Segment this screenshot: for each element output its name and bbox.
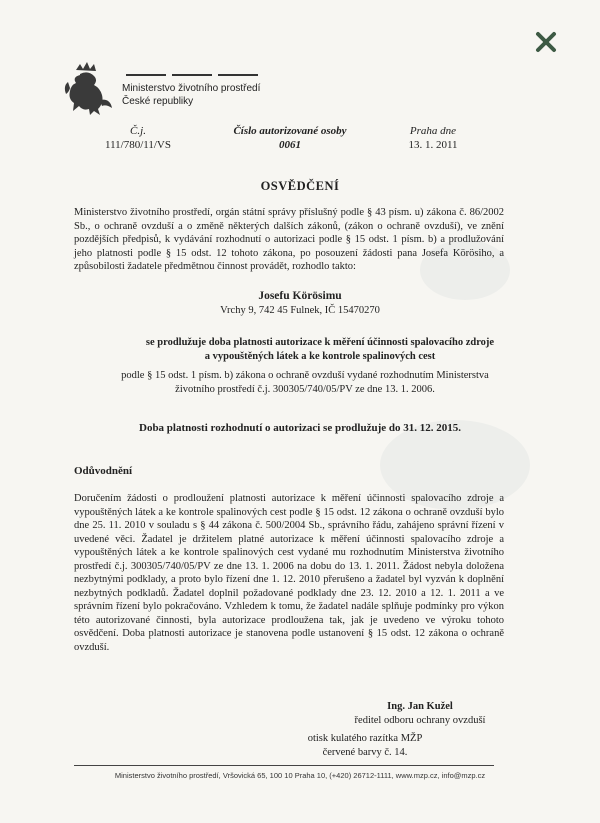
seal-note-line-2: červené barvy č. 14. xyxy=(322,747,408,758)
ministry-line-1: Ministerstvo životního prostředí xyxy=(122,83,261,94)
legal-basis xyxy=(110,369,500,397)
basis-line-1: podle § 15 odst. 1 písm. b) zákona o ochraně ovzduší vydané rozhodnutím Ministerstva xyxy=(121,370,489,381)
footer-contact: Ministerstvo životního prostředí, Vršovická 65, 100 10 Praha 10, (+420) 26712-1111, www.mzp.cz, info@mzp.cz xyxy=(114,771,486,780)
holder-address: Vrchy 9, 742 45 Fulnek, IČ 15470270 xyxy=(220,305,380,316)
date-block xyxy=(378,124,488,152)
cj-value: 111/780/11/VS xyxy=(104,139,171,151)
auth-label: Číslo autorizované osoby xyxy=(233,125,347,137)
holder-name: Josefu Körösimu xyxy=(258,290,342,302)
seal-note-line-1: otisk kulatého razítka MŽP xyxy=(307,733,423,744)
reference-number-block xyxy=(88,124,188,152)
header-rule xyxy=(126,74,166,76)
decision-statement xyxy=(120,336,520,364)
ministry-line-2: České republiky xyxy=(122,96,194,107)
reasoning-paragraph: Doručením žádosti o prodloužení platnosti autorizace k měření účinnosti spalovacího zdroje a vypouštěných látek a ke kontrole spalinových cest podle § 15 odst. 12 zákona o ochraně ovzduší bylo dne 25. 11. 2010 v souladu s § 44 zákona č. 500/2004 Sb., správního řádu, zahájeno správní řízení v uvedené věci. Žadatel je držitelem platné autorizace k měření účinnosti spalovacího zdroje a vypouštěných látek a ke kontrole spalinových cest vydané mu rozhodnutím Ministerstva životního prostředí č.j. 300305/740/05/PV ze dne 13. 1. 2006 na dobu do 13. 1. 2011. Žádost nebyla doložena nezbytnými podklady, a proto bylo řízení dne 1. 12. 2010 přerušeno a žadatel byl vyzván k doplnění nezbytných podkladů. Žadatel doplnil požadované podklady dne 23. 12. 2010 a 12. 1. 2011 a ve správním řízení bylo pokračováno. Vzhledem k tomu, že žadatel nadále splňuje podmínky pro výkon této autorizované činnosti, byla autorizace prodloužena tak, jak je uvedeno ve výroku tohoto osvědčení. Doba platnosti autorizace je stanovena podle ustanovení § 15 odst. 12 zákona o ochraně ovzduší. xyxy=(74,493,504,653)
basis-line-2: životního prostředí č.j. 300305/740/05/PV ze dne 13. 1. 2006. xyxy=(175,384,435,395)
decision-line-1: se prodlužuje doba platnosti autorizace k měření účinnosti spalovacího zdroje xyxy=(145,337,495,348)
reasoning-heading: Odůvodnění xyxy=(74,465,133,477)
auth-value: 0061 xyxy=(279,139,301,151)
date-value: 13. 1. 2011 xyxy=(408,139,458,151)
document-title: OSVĚDČENÍ xyxy=(260,179,340,193)
signatory-name: Ing. Jan Kužel xyxy=(387,701,453,712)
decision-line-2: a vypouštěných látek a ke kontrole spalinových cest xyxy=(204,351,436,362)
place-label: Praha dne xyxy=(409,125,457,137)
close-mark-icon xyxy=(534,30,558,54)
ministry-name xyxy=(122,82,260,108)
intro-paragraph: Ministerstvo životního prostředí, orgán státní správy příslušný podle § 43 písm. u) zákona č. 86/2002 Sb., o ochraně ovzduší a o změně některých dalších zákonů, (zákon o ochraně ovzduší), ve znění pozdějších předpisů, k vydávání rozhodnutí o autorizaci podle § 15 odst. 1 písm. b) a prodlužování jeho platnosti podle § 15 odst. 12 tohoto zákona, po posouzení žádosti pana Josefa Körösiho, a způsobilosti žadatele předmětnou činnost provádět, rozhodlo takto: xyxy=(74,207,504,272)
authorized-person-block xyxy=(200,124,380,152)
czech-lion-emblem-icon xyxy=(62,60,116,118)
header-rule xyxy=(218,74,258,76)
cj-label: Č.j. xyxy=(130,125,146,137)
signatory-role: ředitel odboru ochrany ovzduší xyxy=(354,715,486,726)
header-rule xyxy=(172,74,212,76)
footer-divider xyxy=(74,765,494,766)
validity-statement: Doba platnosti rozhodnutí o autorizaci se prodlužuje do 31. 12. 2015. xyxy=(139,422,461,434)
